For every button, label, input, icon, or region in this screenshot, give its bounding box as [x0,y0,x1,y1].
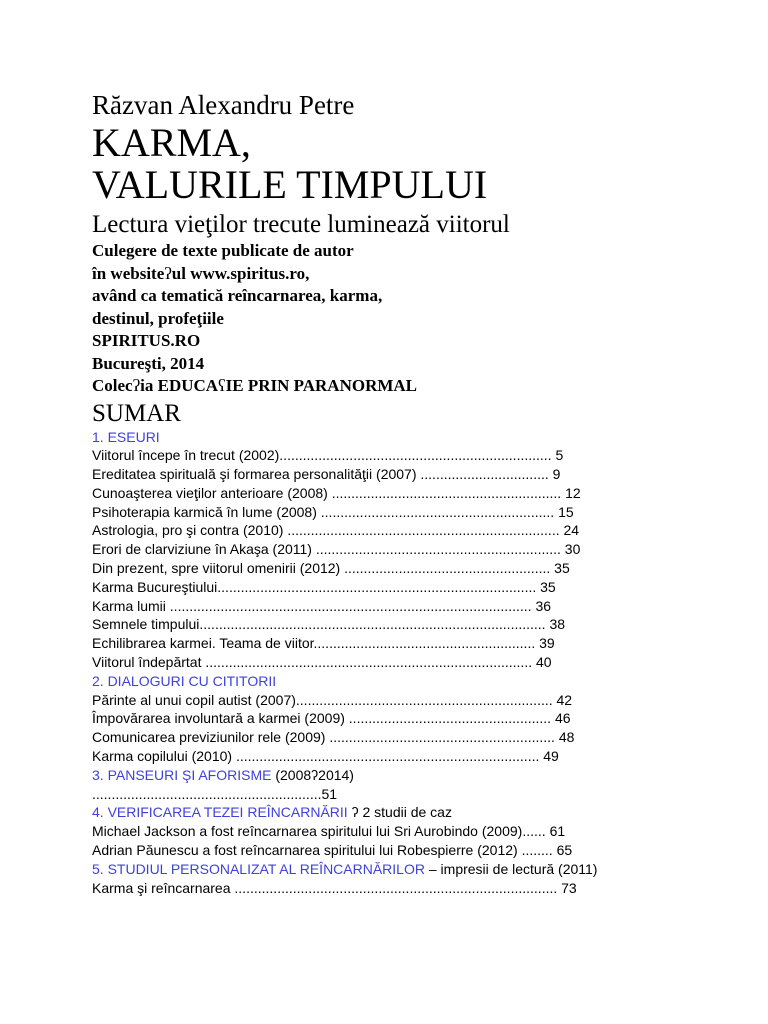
toc-entry-title: Cunoaşterea vieţilor anterioare (2008) [92,484,328,501]
toc-dots: ..................................................... [340,560,551,577]
toc-page-number: 61 [549,823,566,840]
toc-dots: .......................................................... [325,729,555,746]
collection-c: IE PRIN PARANORMAL [225,376,418,395]
toc-page-number: 51 [321,785,338,802]
toc-entry[interactable] [92,615,652,634]
toc-section-5-title: 5. STUDIUL PERSONALIZAT AL REÎNCARNĂRILOR [92,860,425,877]
toc-entry[interactable] [92,521,652,540]
toc-entry-title: Adrian Păunescu a fost reîncarnarea spiritului lui Robespierre (2012) [92,842,518,859]
book-title-line-2: VALURILE TIMPULUI [92,162,488,207]
toc-dots: ............................................................................................. [165,597,532,614]
toc-dots: ...... [522,823,546,840]
toc-entry[interactable] [92,578,652,597]
toc-entry-title: Erori de clarviziune în Akaşa (2011) [92,541,312,558]
book-subtitle: Lectura vieţilor trecute luminează viitorul [92,211,510,238]
toc-entry-title: Semnele timpului [92,616,200,633]
toc-page-number: 39 [539,635,555,652]
info-line-2b: ul www.spiritus.ro, [171,263,310,283]
toc-entry[interactable] [92,747,652,766]
toc-entry-title: Ereditatea spirituală şi formarea personalităţii (2007) [92,466,417,483]
toc-entry[interactable] [92,597,652,616]
toc-dots: ......................................................... [313,635,536,652]
toc-dots: ................................................................................... [230,879,558,896]
info-line-2 [92,263,652,286]
toc-entry-title: Împovărarea involuntară a karmei (2009) [92,710,345,727]
toc-entry-title: Echilibrarea karmei. Teama de viitor [92,635,314,652]
toc-entry[interactable] [92,822,652,841]
toc-page-number: 48 [558,729,575,746]
toc-dots: .................................................................. [295,691,553,708]
toc-section-2-list [92,691,652,766]
collection-b: ia EDUCA [140,376,219,395]
toc-entry[interactable] [92,709,652,728]
toc-dots: .................................................................................... [201,654,533,671]
toc-section-4[interactable] [92,803,652,822]
toc-section-4-list [92,822,652,860]
toc-dots: ................................. [416,466,549,483]
toc-section-3-years-b: 2014) [318,766,354,783]
info-line-4: destinul, profeţiile [92,308,224,328]
toc-section-3-years-a: (2008 [271,766,312,783]
toc-page-number: 40 [536,654,552,671]
toc-section-1[interactable]: 1. ESEURI [92,428,160,445]
place-year: Bucureşti, 2014 [92,353,205,373]
toc-section-5[interactable] [92,860,652,879]
garbled-glyph: ʔ [311,766,319,783]
toc-entry-title: Comunicarea previziunilor rele (2009) [92,729,326,746]
book-title-line-1: KARMA, [92,120,251,165]
toc-page-number: 42 [556,691,573,708]
toc-dots: ........ [517,842,553,859]
publisher: SPIRITUS.RO [92,331,201,350]
toc-entry[interactable] [92,446,652,465]
toc-page-number: 46 [554,710,571,727]
toc-entry-title: Din prezent, spre viitorul omenirii (2012) [92,560,341,577]
author-name: Răzvan Alexandru Petre [92,90,355,120]
toc-dots: ...................................................................... [283,522,560,539]
toc-entry-title: Karma lumii [92,597,166,614]
info-line-1: Culegere de texte publicate de autor [92,241,354,260]
toc-entry-title: Părinte al unui copil autist (2007) [92,691,296,708]
garbled-glyph: ʕ [218,376,226,395]
toc-section-1-list [92,446,652,672]
toc-dots: ........................................................... [327,484,562,501]
toc-section-5-subtitle: – impresii de lectură (2011) [424,860,598,877]
garbled-glyph: ʔ [132,376,141,395]
toc-page-number: 36 [535,597,552,614]
toc-entry[interactable] [92,559,652,578]
toc-dots: ............................................................ [316,503,555,520]
toc-entry[interactable] [92,841,652,860]
toc-entry-title: Karma şi reîncarnarea [92,879,231,896]
toc-entry[interactable] [92,879,652,898]
toc-entry[interactable] [92,540,652,559]
toc-page-number: 15 [558,503,574,520]
toc-page-number: 24 [563,522,580,539]
toc-section-3-title: 3. PANSEURI ŞI AFORISME [92,766,272,783]
toc-dots: .................................................................................. [217,578,537,595]
toc-section-2[interactable]: 2. DIALOGURI CU CITITORII [92,672,277,689]
toc-page-number: 49 [543,748,559,765]
toc-dots: .................................................... [344,710,552,727]
toc-section-5-list [92,879,652,898]
toc-page-number: 5 [555,447,564,464]
toc-entry[interactable] [92,465,652,484]
toc-heading: SUMAR [92,399,181,427]
toc-page-number: 35 [540,578,556,595]
toc-section-4-title: 4. VERIFICAREA TEZEI REÎNCARNĂRII [92,804,348,821]
info-line-3: având ca tematică reîncarnarea, karma, [92,286,383,305]
toc-entry-title: Viitorul începe în trecut (2002) [92,447,280,464]
toc-page-number: 65 [556,842,573,859]
toc-section-4-subtitle: 2 studii de caz [358,804,452,821]
toc-entry[interactable] [92,634,652,653]
toc-entry-title: Psihoterapia karmică în lume (2008) [92,503,317,520]
toc-entry[interactable] [92,728,652,747]
toc-entry[interactable] [92,484,652,503]
toc-page-number: 38 [549,616,566,633]
garbled-glyph: ʔ [351,804,359,821]
document-page [92,88,652,897]
toc-dots: ...................................................................... [279,447,552,464]
toc-entry[interactable] [92,653,652,672]
collection-line [92,375,652,398]
toc-entry[interactable] [92,691,652,710]
toc-section-3-page-line [92,785,652,804]
toc-entry-title: Karma copilului (2010) [92,748,233,765]
toc-entry-title: Karma Bucureştiului [92,578,218,595]
toc-page-number: 12 [565,484,581,501]
toc-page-number: 30 [564,541,581,558]
collection-a: Colec [92,376,133,395]
toc-dots: ............................................................... [311,541,561,558]
toc-entry-title: Michael Jackson a fost reîncarnarea spiritului lui Sri Aurobindo (2009) [92,823,523,840]
toc-entry-title: Astrologia, pro şi contra (2010) [92,522,284,539]
toc-dots: ........................................................... [92,785,322,802]
toc-page-number: 73 [561,879,577,896]
info-line-2a: în website [92,263,165,283]
toc-section-3[interactable] [92,766,652,785]
toc-page-number: 9 [552,466,561,483]
toc-entry[interactable] [92,503,652,522]
toc-entry-title: Viitorul îndepărtat [92,654,202,671]
garbled-glyph: ʔ [164,263,172,283]
toc-page-number: 35 [554,560,570,577]
toc-dots: .............................................................................. [232,748,540,765]
toc-dots: ......................................................................................... [199,616,546,633]
